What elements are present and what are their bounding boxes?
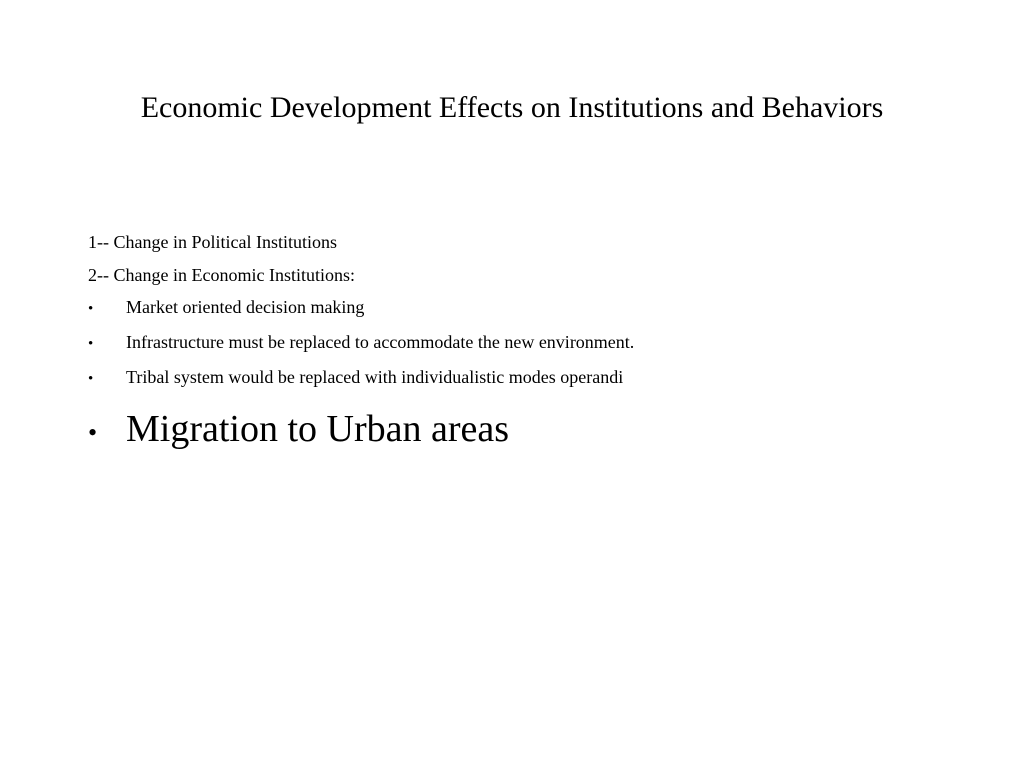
- bullet-marker: •: [88, 371, 94, 387]
- bullet-item-infrastructure: [88, 326, 988, 361]
- bullet-text-market: Market oriented decision making: [126, 297, 365, 317]
- bullet-marker: •: [88, 418, 98, 447]
- bullet-item-tribal-system: [88, 361, 988, 396]
- bullet-marker: •: [88, 301, 94, 317]
- item-economic-institutions: 2-- Change in Economic Institutions:: [88, 264, 355, 285]
- item-political-institutions: 1-- Change in Political Institutions: [88, 232, 337, 252]
- bullet-item-market: [88, 291, 988, 326]
- bullet-text-tribal-system: Tribal system would be replaced with individualistic modes operandi: [126, 367, 624, 387]
- bullet-item-migration: [88, 402, 988, 460]
- bullet-text-migration: Migration to Urban areas: [126, 408, 510, 450]
- slide-title: Economic Development Effects on Institutions and Behaviors: [140, 91, 884, 124]
- slide-body: [88, 226, 988, 460]
- bullet-text-infrastructure: Infrastructure must be replaced to accommodate the new environment.: [126, 332, 635, 352]
- bullet-marker: •: [88, 336, 94, 352]
